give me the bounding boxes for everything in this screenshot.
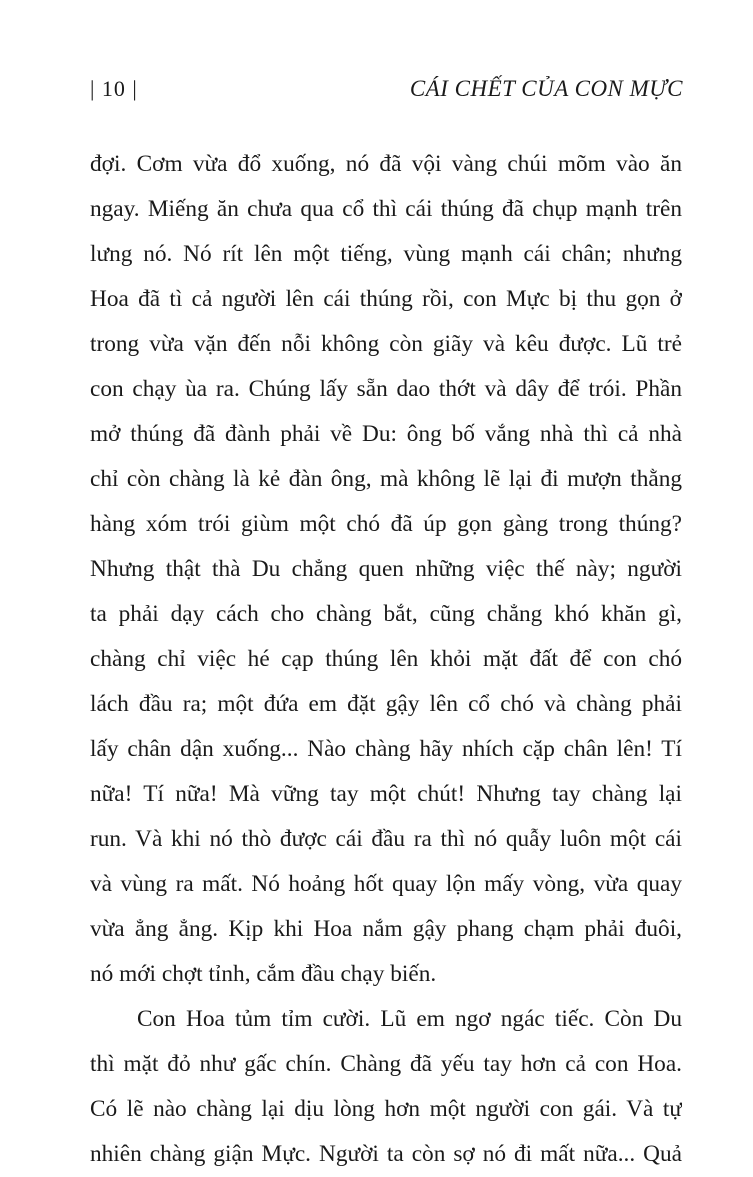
text-line: vừa ẳng ẳng. Kịp khi Hoa nắm gậy phang chạm phải đuôi, (90, 916, 682, 942)
text-line: lách đầu ra; một đứa em đặt gậy lên cổ chó và chàng phải (90, 691, 682, 717)
text-line: nhiên chàng giận Mực. Người ta còn sợ nó đi mất nữa... Quả (90, 1141, 682, 1167)
text-line: nó mới chợt tỉnh, cắm đầu chạy biến. (90, 961, 437, 987)
text-line: Nhưng thật thà Du chẳng quen những việc thế này; người (90, 556, 682, 582)
text-line: lấy chân dận xuống... Nào chàng hãy nhích cặp chân lên! Tí (90, 736, 682, 762)
text-line: mở thúng đã đành phải về Du: ông bố vắng nhà thì cả nhà (90, 421, 682, 447)
text-line: nữa! Tí nữa! Mà vững tay một chút! Nhưng tay chàng lại (90, 781, 682, 807)
text-line: Hoa đã tì cả người lên cái thúng rồi, con Mực bị thu gọn ở (90, 286, 682, 312)
text-line: chỉ còn chàng là kẻ đàn ông, mà không lẽ lại đi mượn thằng (90, 466, 682, 492)
text-line: lưng nó. Nó rít lên một tiếng, vùng mạnh cái chân; nhưng (90, 241, 682, 267)
text-line: thì mặt đỏ như gấc chín. Chàng đã yếu tay hơn cả con Hoa. (90, 1051, 682, 1077)
text-line: chàng chỉ việc hé cạp thúng lên khỏi mặt đất để con chó (90, 646, 682, 672)
text-line: ngay. Miếng ăn chưa qua cổ thì cái thúng đã chụp mạnh trên (90, 196, 682, 222)
text-line: con chạy ùa ra. Chúng lấy sẵn dao thớt và dây để trói. Phần (90, 376, 682, 402)
body-text (90, 142, 682, 1177)
text-line: hàng xóm trói giùm một chó đã úp gọn gàng trong thúng? (90, 511, 682, 537)
page-number: | 10 | (90, 76, 138, 101)
text-line: Có lẽ nào chàng lại dịu lòng hơn một người con gái. Và tự (90, 1096, 682, 1122)
text-line: và vùng ra mất. Nó hoảng hốt quay lộn mấy vòng, vừa quay (90, 871, 682, 897)
text-line: ta phải dạy cách cho chàng bắt, cũng chẳng khó khăn gì, (90, 601, 682, 627)
running-title: CÁI CHẾT CỦA CON MỰC (409, 76, 683, 101)
text-line: run. Và khi nó thò được cái đầu ra thì nó quẫy luôn một cái (90, 826, 682, 852)
text-line: đợi. Cơm vừa đổ xuống, nó đã vội vàng chúi mõm vào ăn (90, 151, 682, 177)
text-line: trong vừa vặn đến nỗi không còn giãy và kêu được. Lũ trẻ (90, 331, 682, 357)
text-line: Con Hoa tủm tỉm cười. Lũ em ngơ ngác tiếc. Còn Du (137, 1006, 682, 1032)
